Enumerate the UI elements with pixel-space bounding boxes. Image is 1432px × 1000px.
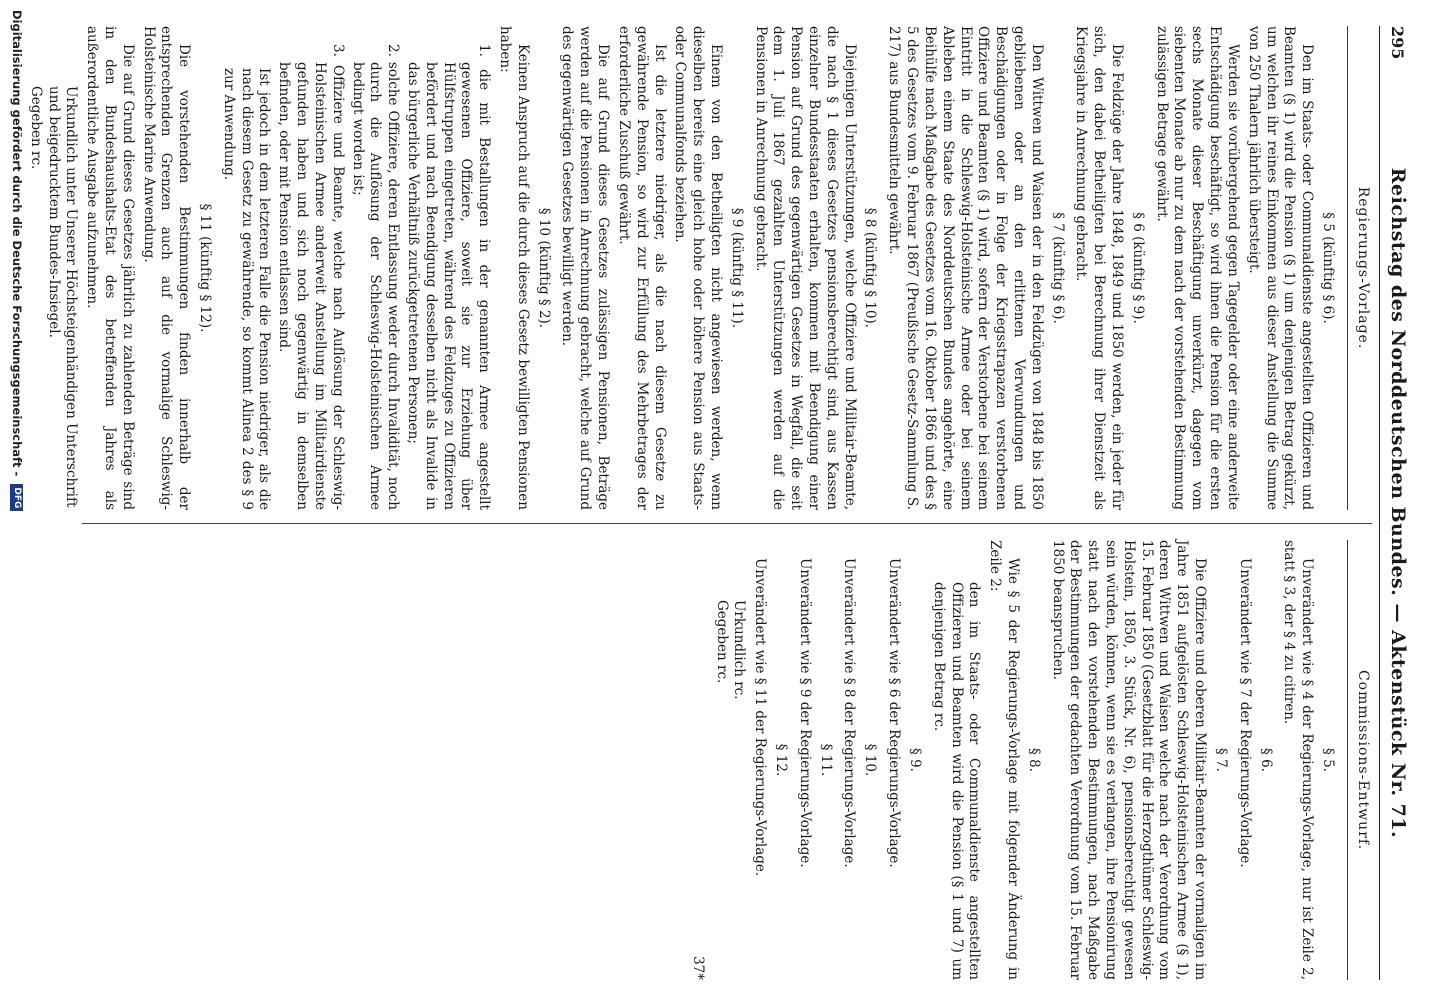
list-item: 2. solche Offiziere, deren Entlassung weder durch Invalidität, noch durch die Auflösung der Schleswig-Holsteinischen Armee bedingt worden ist; [349,44,402,510]
section-heading: § 6. [1257,748,1274,772]
indented-paragraph: den im Staats- oder Communaldienste angestellten Offizieren und Beamten wird die Pension (§ 1 und 7) um denjenigen Betrag rc. [930,582,983,980]
closing-formula: Gegeben rc. [713,600,730,684]
paragraph: Die auf Grund dieses Gesetzes zulässigen Pensionen, Beträge werden auf die Pensionen in Anrechnung gebracht, welche auf Grund des gegenwärtigen Gesetzes bewilligt werden. [559,26,612,510]
section-heading: § 10. [862,743,879,777]
paragraph: Wie § 5 der Regierungs-Vorlage mit folgender Änderung in Zeile 2: [987,540,1021,980]
indented-paragraph: Ist jedoch in dem letzteren Falle die Pension niedriger, als die nach diesem Gesetz zu gewährende, so kommt Alinea 2 des § 9 zur Anwendung. [220,68,273,510]
paragraph: Ist die letztere niedriger, als die nach diesem Gesetze zu gewährende Pension, so wird zur Erfüllung des Mehrbetrages der erforderliche Zuschuß gewährt. [615,26,668,510]
left-heading-rule [1347,26,1348,510]
section-heading: § 11 (künftig § 12). [197,203,214,333]
paragraph: Einem von den Betheiligten nicht angewiesen werden, wenn dieselben bereits eine gleich hohe oder höhere Pension aus Staats- oder Communalfonds beziehen. [672,26,724,510]
section-heading: § 5 (künftig § 6). [1320,212,1336,324]
paragraph: Die auf Grund dieses Gesetzes jährlich zu zahlenden Beträge sind in den Bundeshaushalts-Etat des betreffenden Jahres als außerordentliche Ausgabe aufzunehmen. [84,26,136,510]
column-divider [82,523,1372,524]
paragraph: Unverändert wie § 8 der Regierungs-Vorlage. [841,558,858,868]
closing-formula: Gegeben rc. [27,86,44,170]
sheet-signature: 37* [689,956,706,980]
running-title: Reichstag des Norddeutschen Bundes. — Aktenstück Nr. 71. [1387,167,1409,839]
paragraph: Werden sie vorübergehend gegen Tagegelder oder eine anderweite Entschädigung beschäftigt, so wird ihnen die Pension für die ersten sechs Monate dieser Beschäftigung unverkürzt, dagegen vom siebenten Monate ab nur zu dem nach der vorstehenden Bestimmung zulässigen Betrage gewährt. [1153,26,1241,510]
left-column-heading: Regierungs-Vorlage. [1355,186,1371,350]
paragraph: Unverändert wie § 7 der Regierungs-Vorlage. [1236,558,1253,868]
section-heading: § 10 (künftig § 2). [535,207,552,329]
section-heading: § 8. [1025,748,1042,772]
left-column-regierungs-vorlage [26,26,1342,510]
paragraph: Unverändert wie § 6 der Regierungs-Vorlage. [886,558,903,868]
dfg-logo: DFG [10,484,24,511]
paragraph: Die Offiziere und oberen Militair-Beamten der vormaligen im Jahre 1851 aufgelösten Schleswig-Holsteinischen Armee (§ 1), deren Wittwen und Waisen welche nach der Verordnung vom 15. Februar 1850 (Gesetzblatt für die Herzogthümer Schleswig-Holstein, 1850, 3. Stück, Nr. 6), pensionsberechtigt gewesen sein würden, können, wenn sie es verlangen, ihre Pensionirung statt nach den vorstehenden Bestimmungen, nach Maßgabe der Bestimmungen der gedachten Verordnung vom 15. Februar 1850 beanspruchen. [1049,540,1209,980]
paragraph: Diejenigen Unterstützungen, welche Offiziere und Militair-Beamte, die nach § 1 dieses Gesetzes pensionsberechtigt sind, aus Kassen einzelner Bundesstaaten erhalten, kommen mit Beendigung einer Pension auf Grund des gegenwärtigen Gesetzes in Wegfall, die seit dem 1. Juli 1867 gezahlten Unterstützungen werden auf die Pensionen in Anrechnung gebracht. [752,26,858,510]
paragraph: Die vorstehenden Bestimmungen finden innerhalb der entsprechenden Grenzen auch auf die vormalige Schleswig-Holsteinische Marine Anwendung. [140,26,193,510]
page-header [1379,26,1414,980]
right-heading-rule [1347,540,1348,980]
right-column-heading: Commissions-Entwurf. [1355,669,1371,851]
paragraph: Die Feldzüge der Jahre 1848, 1849 und 1850 werden, ein jeder für sich, den dabei Betheiligten bei Berechnung ihrer Dienstzeit als Kriegsjahre in Anrechnung gebracht. [1073,26,1126,510]
paragraph: Den im Staats- oder Communaldienste angestellten Offizieren und Beamten (§ 1) wird die Pension (§ 1) um denjenigen Betrag gekürzt, um welchen ihr reines Einkommen aus dieser Anstellung die Summe von 250 Thalern jährlich übersteigt. [1245,26,1316,510]
closing-formula: Urkundlich rc. [731,600,748,700]
section-heading: § 7 (künftig § 6). [1049,212,1066,324]
closing-formula: Urkundlich unter Unserer Höchsteigenhändigen Unterschrift und beigedrucktem Bundes-Insiegel. [45,86,80,508]
section-heading: § 11. [817,743,834,777]
section-heading: § 12. [773,743,790,777]
section-heading: § 6 (künftig § 9). [1129,212,1146,324]
section-heading: § 9. [906,748,923,772]
section-heading: § 5. [1320,748,1336,772]
paragraph: Unverändert wie § 11 der Regierungs-Vorlage. [752,558,769,877]
right-column-commissions-entwurf [688,540,1342,980]
paragraph: Den Wittwen und Waisen der in den Feldzügen von 1848 bis 1850 gebliebenen oder an den erlittenen Verwundungen und Beschädigungen oder in Folge der Kriegsstrapazen verstorbenen Offiziere und Beamten (§ 1) wird, sofern der Verstorbene bei seinem Eintritt in die Schleswig-Holsteinische Armee oder bei seinem Ableben einem Staate des Norddeutschen Bundes angehörte, eine Beihülfe nach Maßgabe des Gesetzes vom 16. Oktober 1866 und des § 5 des Gesetzes vom 9. Februar 1867 (Preußische Gesetz-Sammlung S. 217) aus Bundesmitteln gewährt. [886,26,1045,510]
digitization-footer [9,10,24,990]
section-heading: § 7. [1212,748,1229,772]
paragraph: Unverändert wie § 9 der Regierungs-Vorlage. [796,558,813,868]
list-item: 1. die mit Bestallungen in der genannten Armee angestellt gewesenen Offiziere, soweit sie zur Erziehung über Hülfstruppen eingetreten, während des Feldzuges zu Offizieren befördert und nach Beendigung desselben nicht als Invalide in das bürgerliche Verhältniß zurückgetretenen Personen; [405,44,493,510]
list-item: 3. Offiziere und Beamte, welche nach Auflösung der Schleswig-Holsteinischen Armee anderweit Anstellung im Militairdienste gefunden haben und sich noch gegenwärtig in demselben befinden, oder mit Pension entlassen sind. [276,44,346,510]
page-number: 295 [1388,26,1407,60]
paragraph: Keinen Anspruch auf die durch dieses Gesetz bewilligten Pensionen haben: [497,26,531,510]
digitization-note: Digitalisierung gefördert durch die Deutsche Forschungsgemeinschaft - [10,10,24,477]
section-heading: § 9 (künftig § 11). [728,207,745,329]
paragraph: Unverändert wie § 4 der Regierungs-Vorlage, nur ist Zeile 2, statt § 3, der § 4 zu citiren. [1281,540,1316,980]
section-heading: § 8 (künftig § 10). [862,207,879,329]
